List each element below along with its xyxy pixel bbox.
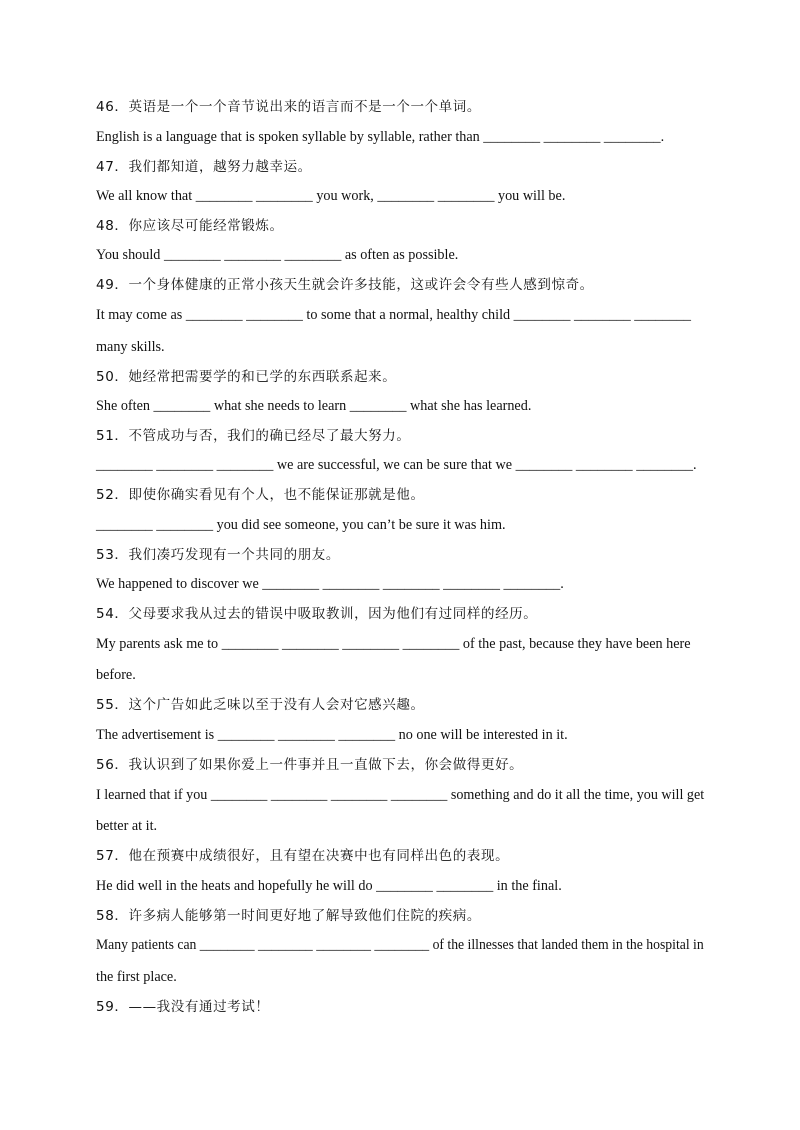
question-54-english: My parents ask me to ________ ________ ________ ________ of the past, because they have been here <box>96 636 691 652</box>
question-54-chinese: 54．父母要求我从过去的错误中吸取教训，因为他们有过同样的经历。 <box>96 606 538 622</box>
question-47-chinese: 47．我们都知道，越努力越幸运。 <box>96 159 312 175</box>
question-58-chinese: 58．许多病人能够第一时间更好地了解导致他们住院的疾病。 <box>96 908 481 924</box>
question-53-english: We happened to discover we ________ ________ ________ ________ ________. <box>96 576 564 592</box>
question-58-english-cont: the first place. <box>96 969 177 985</box>
question-59-chinese: 59．——我没有通过考试！ <box>96 999 270 1015</box>
question-55-english: The advertisement is ________ ________ ________ no one will be interested in it. <box>96 727 568 743</box>
question-57-chinese: 57．他在预赛中成绩很好，且有望在决赛中也有同样出色的表现。 <box>96 848 510 864</box>
question-52-chinese: 52．即使你确实看见有个人，也不能保证那就是他。 <box>96 487 425 503</box>
question-48-english: You should ________ ________ ________ as often as possible. <box>96 247 459 263</box>
question-46-english: English is a language that is spoken syllable by syllable, rather than ________ ________ ________. <box>96 129 665 145</box>
question-48-chinese: 48．你应该尽可能经常锻炼。 <box>96 218 284 234</box>
question-49-english-cont: many skills. <box>96 339 165 355</box>
question-57-english: He did well in the heats and hopefully he will do ________ ________ in the final. <box>96 878 562 894</box>
question-55-chinese: 55．这个广告如此乏味以至于没有人会对它感兴趣。 <box>96 697 425 713</box>
question-53-chinese: 53．我们凑巧发现有一个共同的朋友。 <box>96 547 340 563</box>
question-56-english: I learned that if you ________ ________ ________ ________ something and do it all the time, you will get <box>96 787 705 803</box>
question-49-chinese: 49．一个身体健康的正常小孩天生就会许多技能，这或许会令有些人感到惊奇。 <box>96 277 594 293</box>
question-50-chinese: 50．她经常把需要学的和已学的东西联系起来。 <box>96 369 397 385</box>
question-54-english-cont: before. <box>96 667 136 683</box>
question-51-english: ________ ________ ________ we are successful, we can be sure that we ________ ________ ________. <box>96 457 697 473</box>
question-58-english: Many patients can ________ ________ ________ ________ of the illnesses that landed them in the hospital in <box>96 937 704 953</box>
question-47-english: We all know that ________ ________ you work, ________ ________ you will be. <box>96 188 566 204</box>
question-52-english: ________ ________ you did see someone, you can’t be sure it was him. <box>96 517 506 533</box>
question-56-english-cont: better at it. <box>96 818 158 834</box>
question-49-english: It may come as ________ ________ to some that a normal, healthy child ________ ________ ________ <box>96 307 692 323</box>
question-46-chinese: 46．英语是一个一个音节说出来的语言而不是一个一个单词。 <box>96 99 481 115</box>
question-56-chinese: 56．我认识到了如果你爱上一件事并且一直做下去，你会做得更好。 <box>96 757 524 773</box>
question-51-chinese: 51．不管成功与否，我们的确已经尽了最大努力。 <box>96 428 411 444</box>
question-50-english: She often ________ what she needs to learn ________ what she has learned. <box>96 398 532 414</box>
